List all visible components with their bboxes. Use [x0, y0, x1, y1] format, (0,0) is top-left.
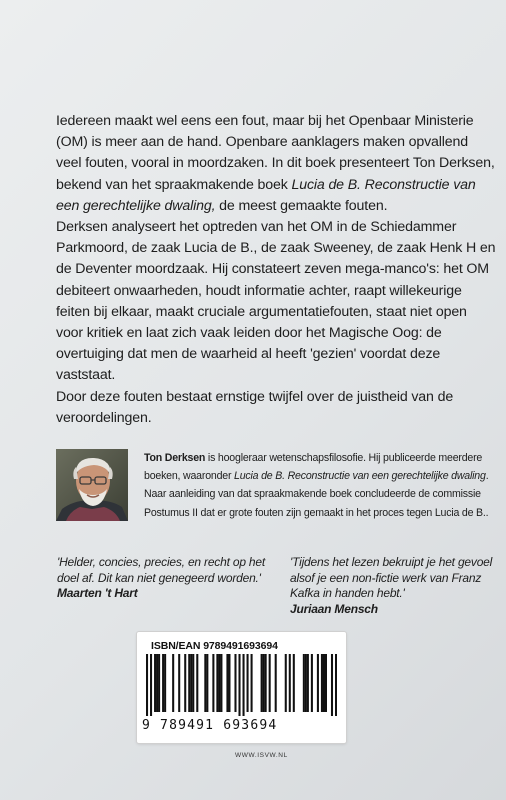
barcode-bar — [263, 654, 265, 712]
barcode-bar — [216, 654, 218, 712]
author-photo — [56, 449, 128, 521]
barcode-bar — [178, 654, 180, 712]
barcode-bar — [228, 654, 230, 712]
barcode-bar — [275, 654, 277, 712]
barcode-bar — [172, 654, 174, 712]
barcode-bar — [265, 654, 267, 712]
barcode-bar — [247, 654, 249, 712]
quote-2 — [290, 555, 500, 617]
blurb-paragraph-3: Door deze fouten bestaat ernstige twijfel over de juistheid van de veroordelingen. — [56, 388, 454, 426]
barcode-bar — [234, 654, 236, 712]
barcode-bar — [243, 654, 245, 716]
barcode-bar — [261, 654, 263, 712]
publisher-website: WWW.ISVW.NL — [235, 752, 288, 759]
quote-1 — [57, 555, 272, 602]
author-section — [56, 449, 501, 521]
barcode-bar — [190, 654, 192, 712]
barcode-bar — [307, 654, 309, 712]
barcode-bar — [162, 654, 164, 712]
barcode-bar — [317, 654, 319, 712]
isbn-sticker — [137, 632, 346, 743]
barcode-bar — [196, 654, 198, 712]
barcode-bar — [164, 654, 166, 712]
blurb-text — [56, 111, 496, 429]
barcode-bar — [154, 654, 156, 712]
barcode-number: 9 789491 693694 — [142, 718, 278, 733]
barcode-bar — [335, 654, 337, 716]
barcode-bar — [251, 654, 253, 712]
barcode-bar — [146, 654, 148, 716]
barcode-bar — [218, 654, 220, 712]
barcode-bar — [289, 654, 291, 712]
barcode-bar — [150, 654, 152, 716]
quote-2-author: Juriaan Mensch — [290, 601, 378, 616]
barcode-bar — [325, 654, 327, 712]
quote-1-author: Maarten 't Hart — [57, 586, 138, 600]
isbn-label: ISBN/EAN 9789491693694 — [151, 640, 278, 652]
quote-1-text: 'Helder, concies, precies, en recht op het doel af. Dit kan niet genegeerd worden.' — [57, 555, 266, 585]
barcode-bar — [184, 654, 186, 712]
barcode-bar — [293, 654, 295, 712]
barcode — [146, 654, 337, 716]
barcode-bar — [156, 654, 158, 712]
barcode-bar — [220, 654, 222, 712]
blurb-paragraph-1: Iedereen maakt wel eens een fout, maar bij het Openbaar Ministerie (OM) is meer aan de hand. Openbare aanklagers maken opvallend veel fouten, vooral in moordzaken. In dit boek presenteert Ton Derksen, bekend van het spraakmakende boek Lucia de B. Reconstructie van een gerechtelijke dwaling, de meest gemaakte fouten. — [56, 113, 495, 214]
barcode-bar — [226, 654, 228, 712]
blurb-paragraph-2: Derksen analyseert het optreden van het OM in de Schiedammer Parkmoord, de zaak Lucia de B., de zaak Sweeney, de zaak Henk H en de Deventer moordzaak. Hij constateert zeven mega-manco's: het OM debiteert onwaarheden, houdt informatie achter, raapt willekeurige feiten bij elkaar, maakt cruciale argumentatiefouten, staat niet open voor kritiek en laat zich vaak leiden door het Magische Oog: de overtuiging dat men de waarheid al heeft 'gezien' voordat deze vaststaat. — [56, 219, 496, 384]
barcode-bar — [192, 654, 194, 712]
author-book-title: Lucia de B. Reconstructie van een gerechtelijke dwaling — [234, 470, 486, 483]
author-name: Ton Derksen — [144, 452, 206, 464]
barcode-bar — [188, 654, 190, 712]
barcode-bar — [331, 654, 333, 716]
barcode-bar — [204, 654, 206, 712]
author-bio: Ton Derksen is hoogleraar wetenschapsfilosofie. Hij publiceerde meerdere boeken, waaronder Lucia de B. Reconstructie van een gerechtelijke dwaling. Naar aanleiding van dat spraakmakende boek concludeerde de commissie Postumus II dat er grote fouten zijn gemaakt in het proces tegen Lucia de B.. — [144, 452, 489, 519]
barcode-bar — [269, 654, 271, 712]
barcode-bar — [285, 654, 287, 712]
barcode-bar — [158, 654, 160, 712]
quote-2-text: 'Tijdens het lezen bekruipt je het gevoel alsof je een non-fictie werk van Franz Kafka in handen hebt.' — [290, 555, 493, 600]
barcode-bar — [311, 654, 313, 712]
barcode-bar — [305, 654, 307, 712]
barcode-bar — [206, 654, 208, 712]
book-title-reference: Lucia de B. Reconstructie van een gerechtelijke dwaling, — [56, 176, 476, 214]
barcode-bar — [321, 654, 323, 712]
barcode-bar — [303, 654, 305, 712]
barcode-bar — [212, 654, 214, 712]
barcode-bar — [238, 654, 240, 716]
barcode-bar — [323, 654, 325, 712]
